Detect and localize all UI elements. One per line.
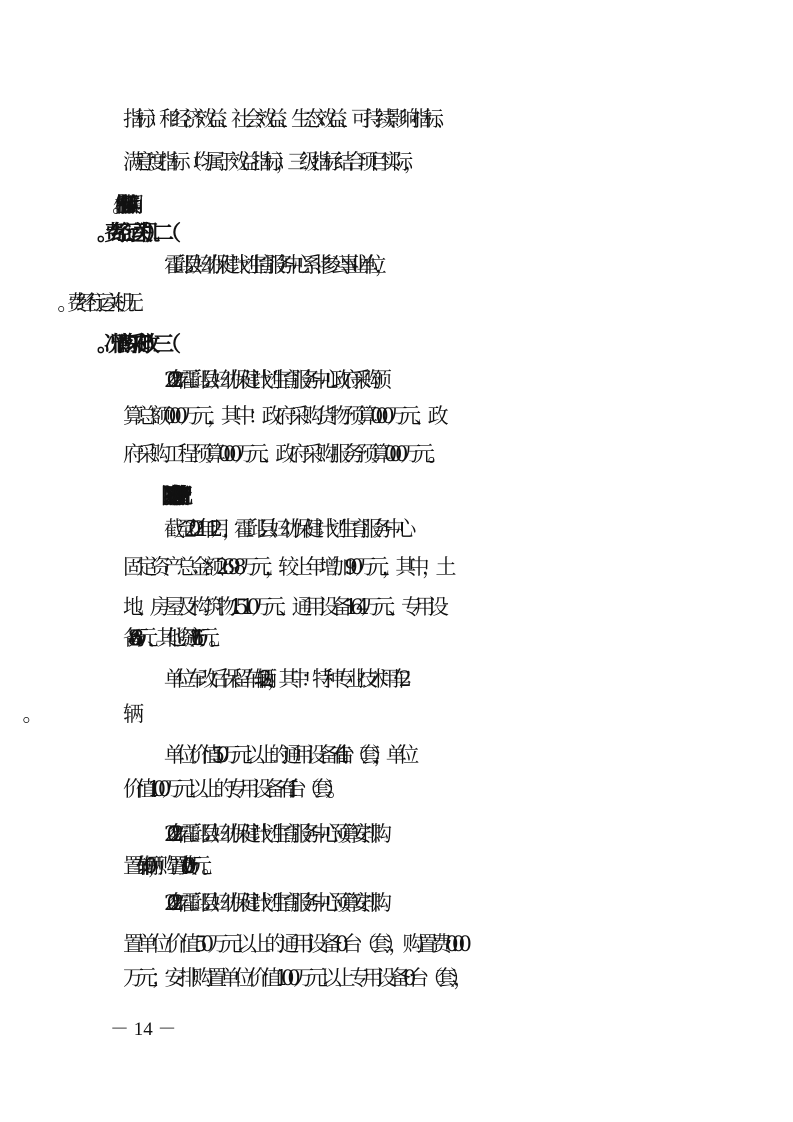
page-number: － 14 － xyxy=(110,1019,177,1040)
text-line-20: 2022 年霍邱县妇幼保健计划生育服务中心预算安排购 xyxy=(164,822,382,846)
text-line-14: 地、房屋及构筑物 1510 万元、通用设备 164 万元、专用设 xyxy=(123,595,442,619)
text-line-22: 2022 年霍邱县妇幼保健计划生育服务中心预算安排购 xyxy=(164,891,382,915)
text-line-10: 府采购工程预算 0.00 万元、政府采购服务预算 0.00 万元。 xyxy=(123,442,442,466)
text-line-17 xyxy=(123,696,793,732)
text-line-16: 单位车改后保留车辆 2 辆，其中：特种专业技术用车 2 xyxy=(164,667,403,691)
section-heading-2 xyxy=(160,215,793,251)
text-line-12: 截至 2021 年 12 月，霍邱县妇幼保健计划生育服务中心 xyxy=(164,517,407,541)
section-heading-3 xyxy=(160,326,793,362)
text-line-2: 满意度指标（均属于效益指标），三级指标结合项目实际， xyxy=(123,150,416,174)
text-line-15: 备 863 万元、其他资产 161 万元。 xyxy=(123,626,218,650)
text-line-18: 单位价值 50 万元以上的通用设备有 1 台（套），单位 xyxy=(164,743,411,767)
text-line-1: 指标）和经济效益、社会效益、生态效益、可持续影响指标、 xyxy=(123,107,447,131)
text-line-8: 2022 年霍邱县妇幼保健计划生育服务中心政府采购预 xyxy=(164,368,382,392)
text-line-21: 置车辆 0 辆，购置费 0.00 万元。 xyxy=(123,854,212,878)
text-line-24: 万元；安排购置单位价值 100 万元以上专用设备 0 台（套）， xyxy=(123,966,467,990)
section-heading-4: （四）国有资产占有使用情况。 xyxy=(160,483,174,508)
text-line-6 xyxy=(123,285,793,321)
text-line-23: 置单位价值 50 万元以上的通用设备 0 台（套），购置费 0.00 xyxy=(123,932,466,956)
text-line-5: 霍邱县妇幼保健计划生育服务中心系非参公事业单位， xyxy=(164,253,384,277)
text-line-19: 价值 100 万元以上的专用设备有 1 台（套）。 xyxy=(123,777,341,801)
text-line-13: 固定资产总金额 2698 万元，较上年增加 90 万元，其中，土 xyxy=(123,555,449,579)
text-line-9: 算总额 0.00 万元，其中：政府采购货物预算 0.00 万元、政 xyxy=(123,404,442,428)
